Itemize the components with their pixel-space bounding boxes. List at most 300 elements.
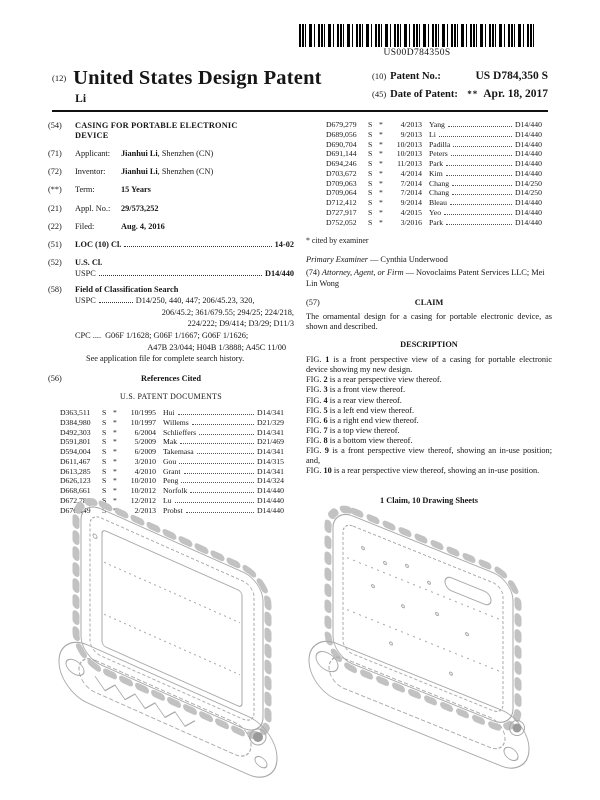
fig-prefix: FIG. <box>306 385 322 395</box>
reference-row <box>60 468 294 476</box>
ref-classification: D21/329 <box>257 417 284 427</box>
ref-date: 4/2010 <box>134 466 156 476</box>
cpc-classes-2: A47B 23/044; H04B 1/3888; A45C 11/00 <box>147 342 286 352</box>
field-code: (52) <box>48 257 62 267</box>
ref-classification: D14/440 <box>515 217 542 227</box>
ref-inventor-name: Willems <box>163 417 189 427</box>
ref-inventor-name: Hui <box>163 408 175 418</box>
ref-classification: D14/250 <box>515 188 542 198</box>
figure-descriptions <box>306 355 552 476</box>
figure-description-line <box>306 416 552 426</box>
fig-number: 9 <box>324 446 329 456</box>
reference-row <box>60 409 294 417</box>
ref-classification: D14/440 <box>515 120 542 129</box>
field-classification-search <box>48 285 294 295</box>
dot-leader <box>99 275 262 276</box>
field-code: (**) <box>48 185 62 195</box>
body-columns <box>48 121 552 517</box>
ref-date: 9/2013 <box>400 129 422 139</box>
field-us-class <box>48 258 294 268</box>
barcode-bars-icon <box>299 24 535 47</box>
ref-date: 10/2013 <box>396 139 422 149</box>
uspc-label: USPC <box>75 268 96 278</box>
patent-number-row <box>372 69 548 84</box>
cpc-classes-1: G06F 1/1628; G06F 1/1667; G06F 1/1626; <box>105 331 249 341</box>
ref-date: 3/2010 <box>134 456 156 466</box>
ref-date: 5/2009 <box>134 437 156 447</box>
figure-description-line <box>306 436 552 446</box>
ref-classification: D14/341 <box>257 427 284 437</box>
claim-title: CLAIM <box>414 297 444 307</box>
field-appl-no <box>48 204 294 214</box>
ref-inventor-name: Chang <box>429 188 450 198</box>
field-code: (58) <box>48 285 62 295</box>
field-filed <box>48 222 294 232</box>
field-code: (21) <box>48 203 62 213</box>
cited-by-examiner-note: * cited by examiner <box>306 235 369 245</box>
ref-kind-code: S <box>368 188 373 198</box>
search-uspc-line <box>75 296 294 306</box>
ref-inventor-name: Probst <box>163 505 183 515</box>
ref-patent-number: D752,052 <box>326 217 357 227</box>
ref-inventor-name: Lu <box>163 496 172 505</box>
ref-kind-code: S <box>368 178 373 188</box>
ref-kind-code: S <box>368 149 373 159</box>
header-divider <box>52 110 548 112</box>
ref-kind-code: S <box>368 159 373 169</box>
ref-patent-number: D591,801 <box>60 437 91 447</box>
dot-leader <box>181 482 254 483</box>
ref-inventor-name: Schlieffers <box>163 427 197 437</box>
inventor-label: Inventor: <box>75 167 106 177</box>
ref-kind-code: S <box>102 456 107 466</box>
ref-examiner-star: * <box>113 417 117 427</box>
fig-prefix: FIG. <box>306 395 322 405</box>
claims-sheets-note: 1 Claim, 10 Drawing Sheets <box>380 496 478 506</box>
applicant-label: Applicant: <box>75 149 111 159</box>
ref-patent-number: D709,064 <box>326 188 357 198</box>
reference-row <box>326 189 552 197</box>
ref-kind-code: S <box>102 427 107 437</box>
fig-number: 2 <box>323 375 328 385</box>
ref-inventor-name: Gou <box>163 456 177 466</box>
dot-leader <box>448 126 512 127</box>
ref-date: 2/2013 <box>134 505 156 515</box>
ref-inventor-name: Yeo <box>429 207 442 217</box>
reference-row <box>326 131 552 139</box>
ref-inventor-name: Bleau <box>429 198 447 208</box>
inventor-surname: Li <box>75 93 87 105</box>
fig-number: 1 <box>325 355 330 365</box>
ref-patent-number: D492,303 <box>60 427 91 437</box>
fig-text: is a rear perspective view thereof, showing an in-use position. <box>333 466 540 476</box>
uspc-classes-3: 224/222; D9/414; D3/29; D11/3 <box>187 319 294 329</box>
ref-patent-number: D691,144 <box>326 149 357 159</box>
ref-classification: D14/440 <box>515 149 542 159</box>
field-title <box>48 121 294 141</box>
fig-text: is a front view thereof. <box>329 385 406 395</box>
us-patent-documents-title: U.S. PATENT DOCUMENTS <box>120 392 222 402</box>
fig-text: is a left end view thereof. <box>329 405 415 415</box>
page-title: United States Design Patent <box>73 67 322 89</box>
ref-examiner-star: * <box>379 120 383 129</box>
applicant-name: Jianhui Li <box>121 149 158 159</box>
ref-classification: D14/440 <box>515 168 542 178</box>
loc-class-value: 14-02 <box>274 239 294 249</box>
field-code: (22) <box>48 221 62 231</box>
ref-patent-number: D363,511 <box>60 408 91 418</box>
dot-leader <box>452 185 512 186</box>
search-cpc-line <box>75 331 294 341</box>
ref-kind-code: S <box>102 417 107 427</box>
inventor-location: , Shenzhen (CN) <box>157 167 214 177</box>
ref-kind-code: S <box>102 486 107 496</box>
applicant-location: , Shenzhen (CN) <box>157 149 214 159</box>
casing-front-panel <box>59 494 277 787</box>
fig-prefix: FIG. <box>306 425 322 435</box>
references-cited-heading <box>48 374 294 384</box>
reference-row <box>326 180 552 188</box>
dot-leader <box>453 146 512 147</box>
fig-number: 6 <box>323 415 328 425</box>
dot-leader <box>192 424 254 425</box>
dot-leader <box>124 246 271 247</box>
field-loc-class <box>48 240 294 250</box>
ref-kind-code: S <box>102 505 107 515</box>
fig-text: is a front perspective view of a casing for portable electronic device showing my new design. <box>306 355 553 375</box>
uspc-classes-1: D14/250, 440, 447; 206/45.23, 320, <box>135 296 255 306</box>
reference-row <box>60 448 294 456</box>
ref-classification: D14/440 <box>515 207 542 217</box>
attorney-firm: — Novoclaims Patent Services LLC; Mei Lin Wong <box>306 268 545 288</box>
primary-examiner-line <box>306 255 552 265</box>
ref-inventor-name: Peng <box>163 476 179 486</box>
appl-no-label: Appl. No.: <box>75 203 111 213</box>
ref-classification: D14/324 <box>257 476 284 486</box>
fig-text: is a right end view thereof. <box>329 415 419 425</box>
ref-examiner-star: * <box>113 456 117 466</box>
ref-inventor-name: Norfolk <box>163 486 188 496</box>
figure-front-perspective-drawing <box>45 494 301 796</box>
header <box>52 66 548 106</box>
uspc-label: USPC <box>75 296 96 306</box>
reference-row <box>326 209 552 217</box>
references-cited-title: References Cited <box>141 374 201 384</box>
fig-text: is a top view thereof. <box>329 425 400 435</box>
description-title: DESCRIPTION <box>400 340 458 350</box>
field-code: (72) <box>48 167 62 177</box>
ref-date: 10/2012 <box>130 486 156 496</box>
reference-row <box>326 170 552 178</box>
fig-text: is a rear view thereof. <box>329 395 402 405</box>
us-class-label: U.S. Cl. <box>75 257 103 267</box>
ref-classification: D14/341 <box>257 466 284 476</box>
ref-date: 11/2013 <box>397 159 422 169</box>
dot-leader <box>199 434 254 435</box>
term-label: Term: <box>75 185 95 195</box>
fig-number: 5 <box>323 405 328 415</box>
filed-label: Filed: <box>75 221 95 231</box>
classification-search-label: Field of Classification Search <box>75 285 179 295</box>
ref-examiner-star: * <box>113 447 117 457</box>
ref-inventor-name: Li <box>429 129 436 139</box>
ref-patent-number: D613,285 <box>60 466 91 476</box>
ref-examiner-star: * <box>379 207 383 217</box>
ref-kind-code: S <box>102 437 107 447</box>
figure-description-line <box>306 426 552 436</box>
ref-date: 12/2012 <box>130 496 156 505</box>
date-value <box>458 87 548 101</box>
header-right <box>372 66 548 106</box>
attorney-label: Attorney, Agent, or Firm <box>321 268 404 278</box>
casing-base-front <box>59 632 277 787</box>
ref-inventor-name: Kim <box>429 168 443 178</box>
attorney-line <box>306 268 552 288</box>
ref-date: 3/2016 <box>400 217 422 227</box>
figure-description-line <box>306 406 552 416</box>
dot-leader <box>451 155 512 156</box>
ref-date: 10/2013 <box>396 149 422 159</box>
field-code: (71) <box>48 149 62 159</box>
fig-prefix: FIG. <box>306 355 322 365</box>
barcode <box>299 24 535 60</box>
dot-leader <box>184 473 254 474</box>
ref-kind-code: S <box>368 207 373 217</box>
header-left <box>52 66 322 106</box>
claim-text: The ornamental design for a casing for portable electronic device, as shown and described. <box>306 311 552 331</box>
reference-row <box>326 150 552 158</box>
ref-examiner-star: * <box>113 505 117 515</box>
ref-kind-code: S <box>102 496 107 505</box>
reference-row <box>60 419 294 427</box>
ref-patent-number: D703,672 <box>326 168 357 178</box>
patent-date-row <box>372 87 548 102</box>
ref-examiner-star: * <box>379 217 383 227</box>
drawing-sheet <box>0 494 600 796</box>
dot-leader <box>450 204 512 205</box>
ref-examiner-star: * <box>113 427 117 437</box>
fig-number: 3 <box>323 385 328 395</box>
ref-examiner-star: * <box>113 496 117 505</box>
ref-examiner-star: * <box>113 476 117 486</box>
field-code: (56) <box>48 374 62 384</box>
ref-date: 10/2010 <box>130 476 156 486</box>
ref-classification: D14/440 <box>257 505 284 515</box>
dot-leader <box>178 414 254 415</box>
ref-kind-code: S <box>102 447 107 457</box>
ref-classification: D14/440 <box>515 159 542 169</box>
ref-classification: D14/341 <box>257 408 284 418</box>
casing-rear-panel <box>309 500 529 777</box>
fig-prefix: FIG. <box>306 446 322 456</box>
ref-date: 9/2014 <box>400 198 422 208</box>
ref-date: 10/1997 <box>130 417 156 427</box>
dot-leader <box>444 214 512 215</box>
ref-patent-number: D679,279 <box>326 120 357 129</box>
fig-prefix: FIG. <box>306 405 322 415</box>
dot-leader <box>446 165 512 166</box>
ref-classification: D14/440 <box>257 496 284 505</box>
fig-number: 10 <box>323 466 332 476</box>
ref-classification: D14/440 <box>515 129 542 139</box>
code-10: (10) <box>372 71 387 81</box>
left-column <box>48 121 294 517</box>
ref-patent-number: D709,063 <box>326 178 357 188</box>
ref-kind-code: S <box>102 476 107 486</box>
references-table-right <box>326 121 552 227</box>
reference-row <box>60 429 294 437</box>
fig-number: 4 <box>323 395 328 405</box>
fig-number: 7 <box>323 425 328 435</box>
ref-inventor-name: Park <box>429 159 444 169</box>
ref-examiner-star: * <box>379 178 383 188</box>
ref-classification: D14/250 <box>515 178 542 188</box>
figure-description-line <box>306 396 552 406</box>
right-column <box>306 121 552 517</box>
ref-classification: D14/315 <box>257 456 284 466</box>
ref-kind-code: S <box>368 120 373 129</box>
ref-examiner-star: * <box>379 149 383 159</box>
figure-description-line <box>306 375 552 385</box>
ref-date: 6/2004 <box>134 427 156 437</box>
figure-description-line <box>306 446 552 466</box>
examiner-name: — Cynthia Underwood <box>370 255 448 265</box>
ref-kind-code: S <box>368 217 373 227</box>
figure-description-line <box>306 466 552 476</box>
ref-inventor-name: Takemasa <box>163 447 194 457</box>
uspc-value: D14/440 <box>264 268 294 278</box>
ref-patent-number: D611,467 <box>60 456 91 466</box>
field-code: (54) <box>48 121 62 130</box>
reference-row <box>60 438 294 446</box>
kind-code-12: (12) <box>52 73 67 83</box>
search-history-note: See application file for complete search history. <box>86 354 245 364</box>
reference-row <box>326 141 552 149</box>
ref-inventor-name: Chang <box>429 178 450 188</box>
patent-no-value: US D784,350 S <box>475 70 548 82</box>
fig-prefix: FIG. <box>306 375 322 385</box>
dot-leader <box>179 463 254 464</box>
examiner-label: Primary Examiner <box>306 255 368 265</box>
ref-patent-number: D668,661 <box>60 486 91 496</box>
figure-rear-perspective-drawing <box>303 500 555 782</box>
ref-kind-code: S <box>368 168 373 178</box>
ref-examiner-star: * <box>379 139 383 149</box>
ref-kind-code: S <box>102 408 107 418</box>
ref-date: 4/2013 <box>400 120 422 129</box>
ref-kind-code: S <box>102 466 107 476</box>
ref-examiner-star: * <box>113 408 117 418</box>
ref-date: 4/2014 <box>400 168 422 178</box>
appl-no-value: 29/573,252 <box>121 203 159 213</box>
field-code: (57) <box>306 297 320 307</box>
ref-patent-number: D727,917 <box>326 207 357 217</box>
ref-examiner-star: * <box>113 466 117 476</box>
date-label: Date of Patent: <box>390 88 458 100</box>
dot-leader <box>180 443 254 444</box>
dot-leader <box>439 136 512 137</box>
ref-kind-code: S <box>368 129 373 139</box>
fig-prefix: FIG. <box>306 415 322 425</box>
ref-inventor-name: Yang <box>429 120 445 129</box>
uspc-classes-2: 206/45.2; 361/679.55; 294/25; 224/218, <box>161 307 294 317</box>
dot-leader <box>452 194 512 195</box>
dot-leader <box>99 302 133 303</box>
ref-date: 7/2014 <box>400 178 422 188</box>
reference-row <box>326 160 552 168</box>
field-code: (51) <box>48 239 62 249</box>
fig-prefix: FIG. <box>306 436 322 446</box>
reference-row <box>60 477 294 485</box>
ref-date: 10/1995 <box>130 408 156 418</box>
invention-title: CASING FOR PORTABLE ELECTRONIC DEVICE <box>75 121 238 141</box>
field-inventor <box>48 167 294 177</box>
code-45: (45) <box>372 88 387 99</box>
fig-text: is a bottom view thereof. <box>329 436 413 446</box>
dot-leader <box>446 175 512 176</box>
ref-classification: D14/440 <box>515 198 542 208</box>
ref-examiner-star: * <box>113 437 117 447</box>
field-applicant <box>48 149 294 159</box>
inventor-name: Jianhui Li <box>121 167 158 177</box>
figure-description-line <box>306 355 552 375</box>
ref-patent-number: D689,056 <box>326 129 357 139</box>
ref-inventor-name: Mak <box>163 437 178 447</box>
ref-inventor-name: Padilla <box>429 139 451 149</box>
fig-number: 8 <box>323 436 328 446</box>
loc-class-label: LOC (10) Cl. <box>75 239 122 249</box>
reference-row <box>60 458 294 466</box>
ref-date: 6/2009 <box>134 447 156 457</box>
ref-kind-code: S <box>368 139 373 149</box>
date-text: Apr. 18, 2017 <box>483 87 548 100</box>
ref-examiner-star: * <box>379 129 383 139</box>
fig-text: is a front perspective view thereof, showing an in-use position; and, <box>306 446 553 466</box>
ref-patent-number: D676,449 <box>60 505 91 515</box>
ref-inventor-name: Park <box>429 217 444 227</box>
filed-date: Aug. 4, 2016 <box>121 221 165 231</box>
uspc-line <box>75 269 294 279</box>
reference-row <box>326 121 552 129</box>
ref-examiner-star: * <box>379 198 383 208</box>
ref-classification: D14/440 <box>257 486 284 496</box>
figure-description-line <box>306 385 552 395</box>
fig-text: is a rear perspective view thereof. <box>329 375 442 385</box>
ref-patent-number: D594,004 <box>60 447 91 457</box>
fig-prefix: FIG. <box>306 466 322 476</box>
ref-patent-number: D712,412 <box>326 198 357 208</box>
patent-no-label: Patent No.: <box>390 71 441 82</box>
ref-patent-number: D384,980 <box>60 417 91 427</box>
ref-examiner-star: * <box>113 486 117 496</box>
ref-date: 7/2014 <box>400 188 422 198</box>
ref-classification: D14/440 <box>515 139 542 149</box>
claim-heading <box>306 298 552 308</box>
dot-leader <box>446 224 512 225</box>
examiner-stars: ** <box>467 88 479 99</box>
ref-classification: D14/341 <box>257 447 284 457</box>
ref-inventor-name: Grant <box>163 466 181 476</box>
casing-base-rear <box>309 632 529 777</box>
reference-row <box>326 199 552 207</box>
ref-patent-number: D626,123 <box>60 476 91 486</box>
ref-examiner-star: * <box>379 168 383 178</box>
field-term <box>48 185 294 195</box>
ref-date: 4/2015 <box>400 207 422 217</box>
ref-patent-number: D694,246 <box>326 159 357 169</box>
ref-classification: D21/469 <box>257 437 284 447</box>
ref-inventor-name: Peters <box>429 149 448 159</box>
